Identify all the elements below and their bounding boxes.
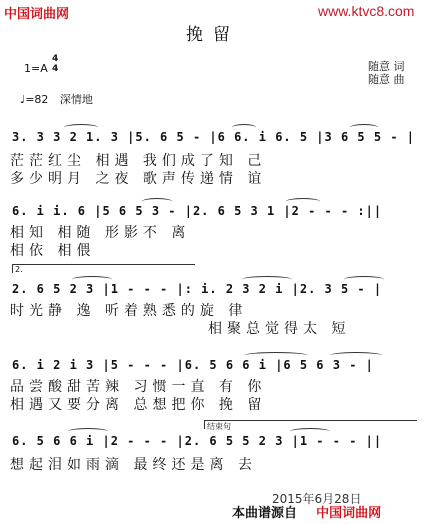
- slur-mark: [242, 276, 292, 283]
- slur-mark: [244, 352, 308, 359]
- slur-mark: [68, 428, 108, 435]
- time-sig-bottom: 4: [52, 64, 59, 74]
- footer-site-link[interactable]: 中国词曲网: [316, 506, 382, 521]
- slur-mark: [290, 428, 330, 435]
- lyric-line-1: 想起泪如雨滴 最终还是离 去: [10, 457, 257, 473]
- notation-line: 6. i i. 6 |5 6 5 3 - |2. 6 5 3 1 |2 - - - :||: [12, 204, 383, 218]
- slur-mark: [142, 198, 172, 205]
- site-url-watermark: www.ktvc8.com: [318, 3, 415, 19]
- lyricist-credit: 随意 词: [368, 60, 405, 73]
- lyric-line-1: 茫茫红尘 相遇 我们成了知 己: [10, 153, 267, 169]
- lyric-line-1: 相知 相随 形影不 离: [10, 225, 191, 241]
- slur-mark: [286, 198, 320, 205]
- key-value: 1=A: [24, 62, 48, 75]
- slur-mark: [344, 276, 384, 283]
- score-row-2: [4, 194, 429, 259]
- song-title: 挽留: [186, 25, 240, 45]
- key-signature: [24, 62, 48, 75]
- composer-credit: 随意 曲: [368, 73, 405, 86]
- slur-mark: [330, 352, 382, 359]
- tempo-marking: [20, 91, 93, 107]
- lyric-line-2: 相聚总觉得太 短: [208, 321, 351, 337]
- slur-mark: [350, 124, 378, 131]
- footer-watermark: [232, 502, 381, 521]
- score-row-1: [4, 124, 429, 187]
- tempo-value: ♩=82: [20, 93, 49, 106]
- notation-line: 2. 6 5 2 3 |1 - - - |: i. 2 3 2 i |2. 3 5 - |: [12, 282, 383, 296]
- volta-bracket: [12, 264, 195, 273]
- time-sig-top: 4: [52, 54, 59, 64]
- slur-mark: [232, 124, 256, 131]
- site-name-watermark: 中国词曲网: [4, 7, 70, 22]
- composition-date: 2015年6月28日: [272, 492, 362, 506]
- score-row-3: [4, 264, 429, 337]
- lyric-line-2: 相依 相偎: [10, 243, 96, 259]
- time-signature: [52, 54, 58, 74]
- volta-label: 2.: [15, 265, 23, 274]
- lyric-line-1: 时光静 逸 听着熟悉的旋 律: [10, 303, 248, 319]
- slur-mark: [64, 124, 98, 131]
- mood-marking: 深情地: [59, 93, 93, 106]
- score-row-4: [4, 348, 429, 412]
- ending-label: 结束句: [207, 422, 231, 431]
- notation-line: 6. i 2 i 3 |5 - - - |6. 5 6 6 i |6 5 6 3 - |: [12, 358, 374, 372]
- lyric-line-2: 相遇又要分离 总想把你 挽 留: [10, 397, 267, 413]
- score-row-5: [4, 420, 429, 480]
- notation-line: 3. 3 3 2 1. 3 |5. 6 5 - |6 6. i 6. 5 |3 6 5 5 - |: [12, 130, 416, 144]
- notation-line: 6. 5 6 6 i |2 - - - |2. 6 5 5 2 3 |1 - - - ||: [12, 434, 383, 448]
- lyric-line-2: 多少明月 之夜 歌声传递情 谊: [10, 171, 267, 187]
- slur-mark: [72, 276, 112, 283]
- footer-brand: 本曲谱源自: [232, 506, 298, 521]
- lyric-line-1: 品尝酸甜苦辣 习惯一直 有 你: [10, 379, 267, 395]
